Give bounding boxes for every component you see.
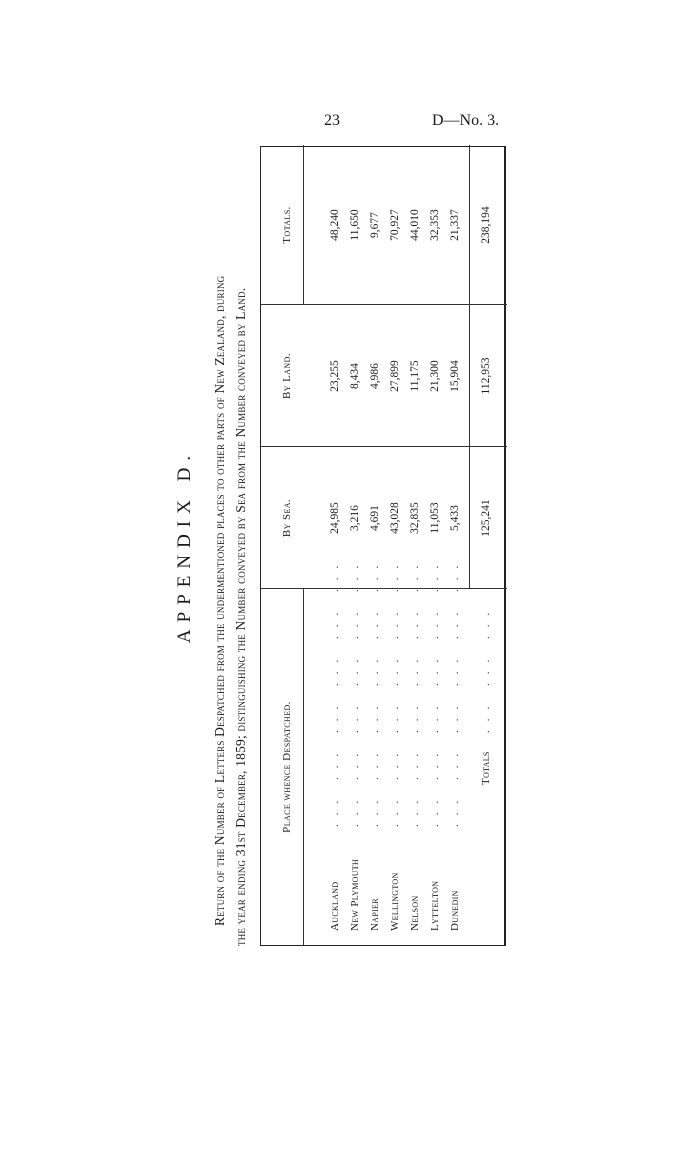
page-number: 23	[324, 112, 340, 129]
dot-leader: ... ... ... ... ... ...	[449, 556, 461, 827]
by-sea-value: 3,216	[349, 505, 361, 531]
by-land-value: 4,986	[369, 363, 381, 389]
rotated-table-region	[174, 140, 508, 952]
total-value: 48,240	[329, 209, 341, 241]
total-value: 70,927	[389, 209, 401, 241]
table-row	[345, 145, 367, 945]
table-row	[365, 145, 387, 945]
total-value: 44,010	[409, 209, 421, 241]
dot-leader: ... ... ... ... ... ...	[349, 556, 361, 827]
table-row	[425, 145, 447, 945]
table-row	[385, 145, 407, 945]
table-title-line-2: the year ending 31st December, 1859; distinguishing the Number conveyed by Sea from the Number conveyed by Land.	[233, 287, 248, 946]
table-row	[445, 145, 467, 945]
by-land-value: 11,175	[409, 360, 421, 392]
dot-leader: ... ... ... ... ... ...	[329, 556, 341, 827]
by-sea-value: 43,028	[389, 502, 401, 534]
total-value: 9,677	[369, 212, 381, 238]
letters-table	[260, 146, 506, 946]
totals-rule	[469, 145, 470, 589]
by-land-value: 27,899	[389, 360, 401, 392]
total-value: 32,353	[429, 209, 441, 241]
by-land-value: 23,255	[329, 360, 341, 392]
total-value: 11,650	[349, 209, 361, 241]
place-name: Nelson	[409, 895, 421, 931]
by-sea-value: 32,835	[409, 502, 421, 534]
place-name: New Plymouth	[349, 858, 361, 931]
by-sea-value: 11,053	[429, 502, 441, 534]
by-land-total: 112,953	[480, 357, 492, 395]
totals-row	[476, 145, 498, 945]
dot-leader: ... ... ... ... ... ...	[429, 556, 441, 827]
column-header-totals: Totals.	[281, 206, 293, 244]
column-header-place: Place whence Despatched.	[281, 701, 293, 833]
header-rule	[303, 145, 304, 305]
column-header-sea: By Sea.	[281, 498, 293, 538]
header-rule	[303, 589, 304, 945]
table-row	[405, 145, 427, 945]
place-name: Dunedin	[449, 890, 461, 931]
dot-leader: ... ... ... ... ... ...	[409, 556, 421, 827]
totals-label: Totals	[480, 751, 492, 785]
by-sea-total: 125,241	[480, 499, 492, 537]
place-name: Lyttelton	[429, 880, 441, 931]
column-header-land: By Land.	[281, 353, 293, 399]
document-reference: D—No. 3.	[432, 112, 500, 129]
place-name: Wellington	[389, 872, 401, 931]
by-land-value: 15,904	[449, 360, 461, 392]
grand-total: 238,194	[480, 206, 492, 244]
appendix-heading: APPENDIX D.	[174, 448, 195, 644]
table-title-line-1: Return of the Number of Letters Despatched from the undermentioned places to other parts of New Zealand, during	[212, 275, 227, 926]
dot-leader: ... ... ... ... ... ...	[389, 556, 401, 827]
by-sea-value: 4,691	[369, 505, 381, 531]
place-name: Auckland	[329, 881, 341, 931]
dot-leader: ... ... ...	[480, 603, 492, 733]
by-land-value: 21,300	[429, 360, 441, 392]
by-sea-value: 5,433	[449, 505, 461, 531]
total-value: 21,337	[449, 209, 461, 241]
by-sea-value: 24,985	[329, 502, 341, 534]
dot-leader: ... ... ... ... ... ...	[369, 556, 381, 827]
by-land-value: 8,434	[349, 363, 361, 389]
rotated-content	[174, 140, 508, 952]
table-row	[325, 145, 347, 945]
place-name: Napier	[369, 898, 381, 931]
